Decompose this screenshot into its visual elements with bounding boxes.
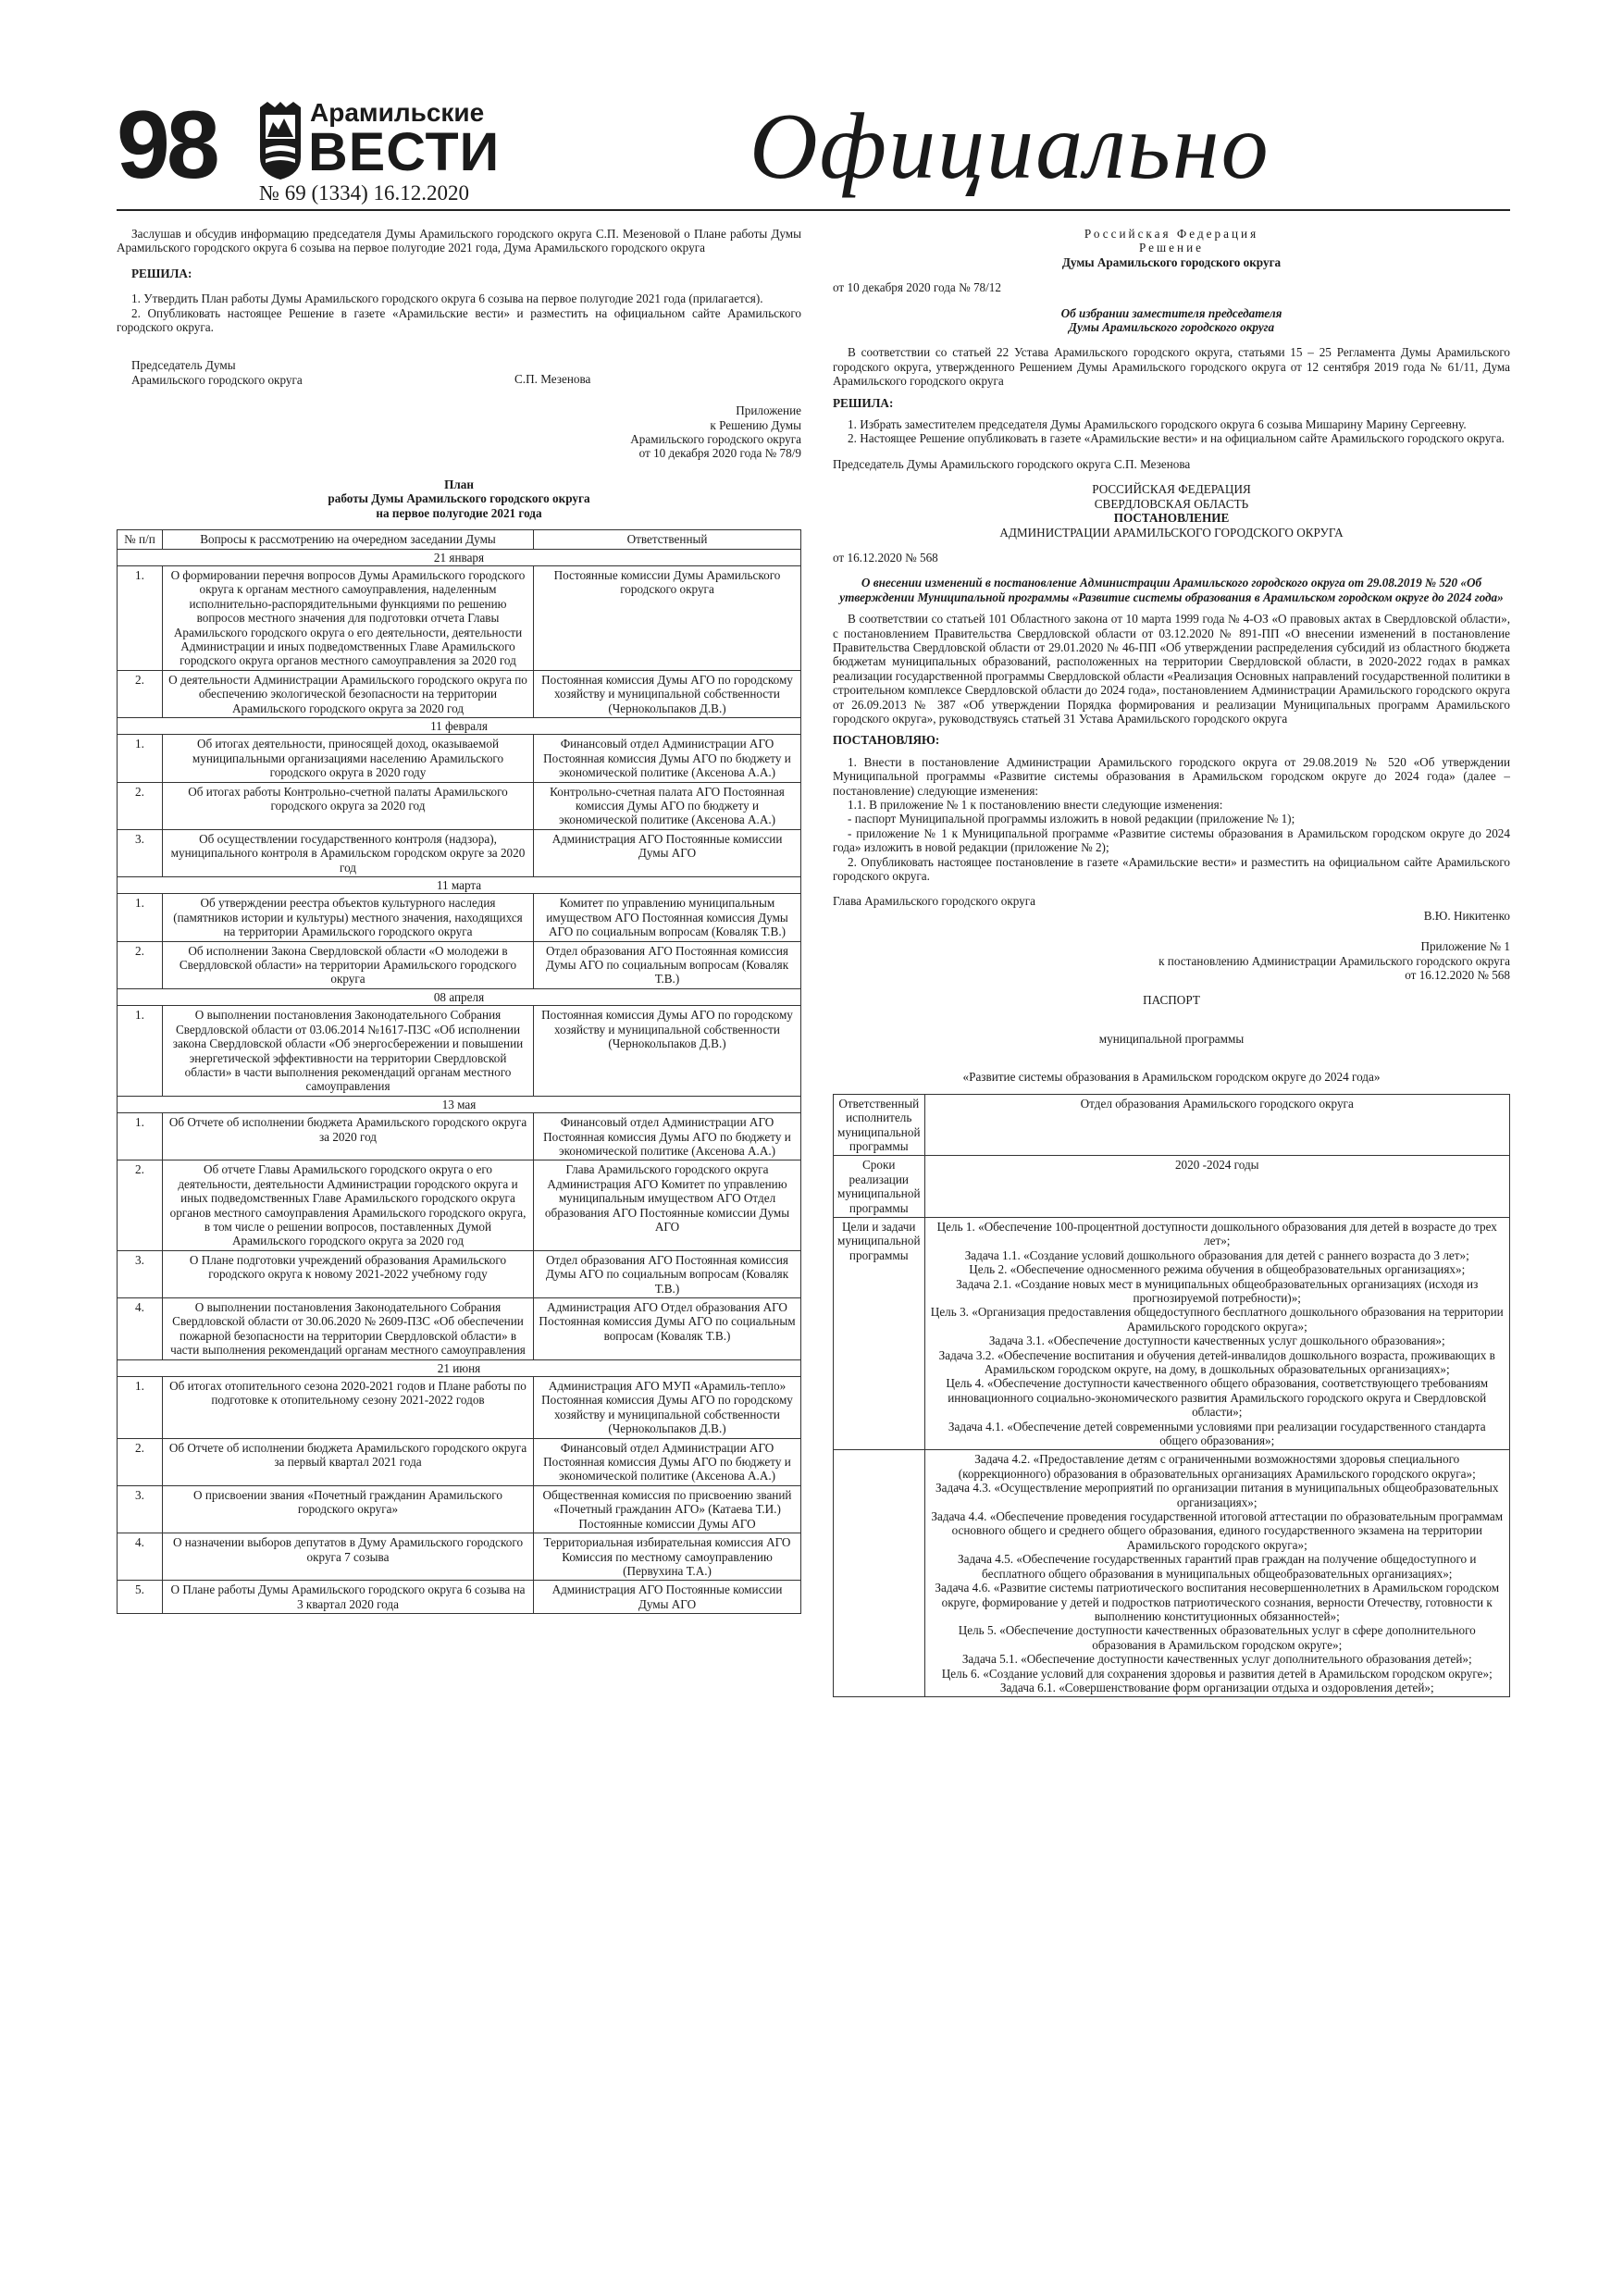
column-header-responsible: Ответственный [534, 530, 801, 549]
item-question: Об отчете Главы Арамильского городского округа о его деятельности, деятельности Администрации городского округа и иных подведомственных Главе Арамильского городского округа органов местного самоуправления Арамильского городского округа, в том числе о решении вопросов, поставленных Думой Арамильского городского округа за 2020 год [163, 1160, 534, 1250]
date-row [118, 877, 801, 894]
table-row [118, 1485, 801, 1533]
goals-list [924, 1450, 1510, 1697]
meeting-date: 21 июня [118, 1359, 801, 1376]
table-row [118, 782, 801, 829]
head-title: Глава Арамильского городского округа [833, 894, 1036, 909]
resolution-heading: ПОСТАНОВЛЕНИЕ [1113, 511, 1230, 526]
meeting-date: 11 февраля [118, 717, 801, 734]
decision-item-1: 1. Утвердить План работы Думы Арамильского городского округа 6 созыва на первое полугодие 2021 года (прилагается). [131, 292, 763, 306]
table-row [118, 670, 801, 717]
item-question: Об осуществлении государственного контроля (надзора), муниципального контроля в Арамильском городском округе за 2020 год [163, 829, 534, 876]
item-responsible: Финансовый отдел Администрации АГО Постоянная комиссия Думы АГО по бюджету и экономической политике (Аксенова А.А.) [534, 735, 801, 782]
item-question: Об Отчете об исполнении бюджета Арамильского городского округа за первый квартал 2021 года [163, 1438, 534, 1485]
plan-title-line: на первое полугодие 2021 года [376, 505, 542, 520]
meeting-date: 21 января [118, 549, 801, 565]
table-row [118, 894, 801, 941]
passport-value: 2020 -2024 годы [924, 1156, 1510, 1218]
item-number: 4. [118, 1533, 163, 1581]
issue-number: № 69 (1334) 16.12.2020 [259, 181, 470, 205]
table-row [834, 1094, 1510, 1156]
table-row [118, 1250, 801, 1297]
resolution-item-dash-1: - паспорт Муниципальной программы изложить в новой редакции (приложение № 1); [848, 812, 1295, 826]
table-row [118, 1377, 801, 1439]
item-number: 3. [118, 829, 163, 876]
item-responsible: Постоянная комиссия Думы АГО по городскому хозяйству и муниципальной собственности (Чернокольпаков Д.В.) [534, 1006, 801, 1096]
rf-heading: РОССИЙСКАЯ ФЕДЕРАЦИЯ [1092, 482, 1251, 497]
table-row [118, 1438, 801, 1485]
item-number: 1. [118, 894, 163, 941]
resolution-item-1: 1. Внести в постановление Администрации Арамильского городского округа от 29.08.2019 № 520 «Об утверждении Муниципальной программы «Развитие системы образования в Арамильском городском округе до 2024 года» (далее – постановление) следующие изменения: [833, 754, 1510, 798]
item-responsible: Постоянная комиссия Думы АГО по городскому хозяйству и муниципальной собственности (Чернокольпаков Д.В.) [534, 670, 801, 717]
logo-main-text: ВЕСТИ [307, 122, 501, 182]
plan-title [117, 478, 801, 520]
item-question: О формировании перечня вопросов Думы Арамильского городского округа к органам местного самоуправления, наделенным исполнительно-распорядительными функциями по решению вопросов местного значения для подготовки отчета Главы Арамильского городского округа о его деятельности, деятельности Администрации и иных подведомственных Главе Арамильского городского округа органов местного самоуправления за 2020 год [163, 565, 534, 670]
meeting-date: 08 апреля [118, 988, 801, 1005]
item-responsible: Отдел образования АГО Постоянная комиссия Думы АГО по социальным вопросам (Коваляк Т.В.) [534, 941, 801, 988]
item-responsible: Глава Арамильского городского округа Администрация АГО Комитет по управлению муниципальным имуществом АГО Отдел образования АГО Постоянные комиссии Думы АГО [534, 1160, 801, 1250]
appendix-line: к постановлению Администрации Арамильского городского округа [1158, 953, 1510, 968]
item-responsible: Комитет по управлению муниципальным имуществом АГО Постоянная комиссия Думы АГО по социальным вопросам (Коваляк Т.В.) [534, 894, 801, 941]
item-number: 5. [118, 1581, 163, 1614]
item-responsible: Постоянные комиссии Думы Арамильского городского округа [534, 565, 801, 670]
table-header-row [118, 530, 801, 549]
decision-date-number: от 10 декабря 2020 года № 78/12 [833, 280, 1001, 295]
item-responsible: Финансовый отдел Администрации АГО Постоянная комиссия Думы АГО по бюджету и экономической политике (Аксенова А.А.) [534, 1113, 801, 1160]
goal-item: Цель 5. «Обеспечение доступности качественных образовательных услуг в сфере дополнительного образования в Арамильском городском округе»; [958, 1623, 1476, 1652]
item-number: 2. [118, 1160, 163, 1250]
plan-title-line: План [444, 477, 474, 491]
item-question: Об итогах отопительного сезона 2020-2021 годов и Плане работы по подготовке к отопительному сезону 2021-2022 годов [163, 1377, 534, 1439]
goal-item: Задача 4.2. «Предоставление детям с ограниченными возможностями здоровья специального (коррекционного) образования в образовательных организациях Арамильского городского округа»; [958, 1452, 1476, 1481]
item-responsible: Контрольно-счетная палата АГО Постоянная комиссия Думы АГО по бюджету и экономической политике (Аксенова А.А.) [534, 782, 801, 829]
signature-title-1: Председатель Думы [131, 358, 236, 373]
resolution-date-number: от 16.12.2020 № 568 [833, 550, 938, 565]
goal-item: Задача 6.1. «Совершенствование форм организации отдыха и оздоровления детей»; [999, 1680, 1434, 1694]
goal-item: Задача 3.1. «Обеспечение доступности качественных услуг дошкольного образования»; [988, 1334, 1445, 1348]
table-row [118, 1298, 801, 1360]
meeting-date: 11 марта [118, 877, 801, 894]
plan-title-line: работы Думы Арамильского городского округа [328, 491, 590, 506]
goals-list [924, 1217, 1510, 1450]
program-name: «Развитие системы образования в Арамильском городском округе до 2024 года» [962, 1070, 1381, 1085]
head-name: В.Ю. Никитенко [1423, 908, 1510, 923]
administration-heading: АДМИНИСТРАЦИИ АРАМИЛЬСКОГО ГОРОДСКОГО ОКРУГА [999, 525, 1344, 540]
item-number: 2. [118, 782, 163, 829]
item-number: 3. [118, 1485, 163, 1533]
table-row [118, 1006, 801, 1096]
decision-preamble: В соответствии со статьей 22 Устава Арамильского городского округа, статьями 15 – 25 Регламента Думы Арамильского городского округа, утвержденного Решением Думы Арамильского городского округа от 12 сентября 2019 года № 61/11, Дума Арамильского городского округа [833, 345, 1510, 389]
resolve-heading: ПОСТАНОВЛЯЮ: [833, 733, 940, 748]
date-row [118, 988, 801, 1005]
item-responsible: Администрация АГО Постоянные комиссии Думы АГО [534, 1581, 801, 1614]
goal-item: Задача 4.5. «Обеспечение государственных гарантий прав граждан на получение общедоступного и бесплатного общего образования в муниципальных общеобразовательных организациях»; [958, 1552, 1477, 1581]
item-question: Об исполнении Закона Свердловской области «О молодежи в Свердловской области» на территории Арамильского городского округа [163, 941, 534, 988]
table-row [118, 1581, 801, 1614]
plan-table [117, 529, 801, 1614]
goal-item: Цель 4. «Обеспечение доступности качественного общего образования, соответствующего требованиям инновационного социально-экономического развития Арамильского городского округа и Свердловской области»; [946, 1376, 1489, 1420]
goal-item: Задача 3.2. «Обеспечение воспитания и обучения детей-инвалидов дошкольного возраста, проживающих в Арамильском городском округе, на дому, в дошкольных образовательных организациях»; [938, 1347, 1495, 1376]
item-responsible: Общественная комиссия по присвоению званий «Почетный гражданин АГО» (Катаева Т.И.) Постоянные комиссии Думы АГО [534, 1485, 801, 1533]
item-question: О Плане работы Думы Арамильского городского округа 6 созыва на 3 квартал 2020 года [163, 1581, 534, 1614]
passport-key: Цели и задачи муниципальной программы [834, 1217, 925, 1450]
decision-title-line-1: Об избрании заместителя председателя [1060, 305, 1282, 320]
intro-text: Заслушав и обсудив информацию председателя Думы Арамильского городского округа С.П. Мезеновой о Плане работы Думы Арамильского городского округа 6 созыва на первое полугодие 2021 года, Дума Арамильского городского округа [117, 227, 801, 255]
date-row [118, 1096, 801, 1112]
decision-item-2: 2. Опубликовать настоящее Решение в газете «Арамильские вести» и разместить на официальном сайте Арамильского городского округа. [117, 305, 801, 335]
table-row [118, 1160, 801, 1250]
signature-block [117, 358, 801, 387]
coat-of-arms-icon [254, 102, 306, 180]
region-heading: СВЕРДЛОВСКАЯ ОБЛАСТЬ [1094, 496, 1249, 511]
goal-item: Задача 4.3. «Осуществление мероприятий по организации питания в муниципальных общеобразовательных организациях»; [935, 1481, 1499, 1509]
passport-key: Сроки реализации муниципальной программы [834, 1156, 925, 1218]
table-row [118, 1113, 801, 1160]
passport-table [833, 1094, 1510, 1698]
item-number: 4. [118, 1298, 163, 1360]
passport-heading: ПАСПОРТ [1143, 993, 1200, 1008]
item-number: 1. [118, 565, 163, 670]
appendix-line: к Решению Думы [710, 417, 801, 432]
goal-item: Цель 1. «Обеспечение 100-процентной доступности дошкольного образования для детей в возрасте до трех лет»; [936, 1219, 1497, 1248]
signature-name: С.П. Мезенова [514, 372, 591, 387]
appendix-note [117, 403, 801, 461]
table-row [834, 1450, 1510, 1697]
decision-title-line-2: Думы Арамильского городского округа [1068, 320, 1275, 335]
item-question: Об утверждении реестра объектов культурного наследия (памятников истории и культуры) местного значения, находящихся на территории Арамильского городского округа [163, 894, 534, 941]
appendix-line: Приложение № 1 [1420, 939, 1510, 954]
decision-item-2: 2. Настоящее Решение опубликовать в газете «Арамильские вести» и на официальном сайте Арамильского городского округа. [848, 431, 1505, 446]
table-row [118, 565, 801, 670]
decision-heading: Решение [1139, 241, 1204, 255]
resolution-item-2: 2. Опубликовать настоящее постановление в газете «Арамильские вести» и разместить на официальном сайте Арамильского городского округа. [833, 854, 1510, 884]
item-responsible: Финансовый отдел Администрации АГО Постоянная комиссия Думы АГО по бюджету и экономической политике (Аксенова А.А.) [534, 1438, 801, 1485]
goal-item: Задача 2.1. «Создание новых мест в муниципальных общеобразовательных организациях (исходя из прогнозируемой потребности)»; [956, 1276, 1479, 1305]
passport-key-empty [834, 1450, 925, 1697]
appendix-line: от 16.12.2020 № 568 [1405, 968, 1510, 983]
passport-key: Ответственный исполнитель муниципальной программы [834, 1094, 925, 1156]
item-question: О назначении выборов депутатов в Думу Арамильского городского округа 7 созыва [163, 1533, 534, 1581]
municipal-program-label: муниципальной программы [1098, 1031, 1245, 1046]
masthead [0, 0, 1623, 213]
resolution-item-1-1: 1.1. В приложение № 1 к постановлению внести следующие изменения: [848, 798, 1223, 812]
item-question: Об Отчете об исполнении бюджета Арамильского городского округа за 2020 год [163, 1113, 534, 1160]
federation-heading: Российская Федерация [1084, 227, 1259, 241]
item-number: 2. [118, 670, 163, 717]
goal-item: Цель 2. «Обеспечение односменного режима обучения в общеобразовательных организациях»; [969, 1262, 1466, 1277]
duma-heading: Думы Арамильского городского округа [1061, 254, 1282, 269]
page-number: 98 [117, 92, 217, 199]
item-responsible: Администрация АГО Постоянные комиссии Думы АГО [534, 829, 801, 876]
item-question: О присвоении звания «Почетный гражданин Арамильского городского округа» [163, 1485, 534, 1533]
right-column [833, 227, 1510, 1697]
item-number: 2. [118, 941, 163, 988]
item-number: 1. [118, 1113, 163, 1160]
goal-item: Цель 3. «Организация предоставления общедоступного бесплатного дошкольного образования на территории Арамильского городского округа»; [930, 1305, 1504, 1334]
item-question: О Плане подготовки учреждений образования Арамильского городского округа к новому 2021-2022 учебному году [163, 1250, 534, 1297]
resolution-preamble: В соответствии со статьей 101 Областного закона от 10 марта 1999 года № 4-ОЗ «О правовых актах в Свердловской области», с постановлением Правительства Свердловской области от 03.12.2020 № 891-ПП «О внесении изменений в постановление Правительства Свердловской области от 29.01.2020 № 46-ПП «Об утверждении распределения субсидий из областного бюджета бюджетам муниципальных образований, расположенных на территории Свердловской области, в 2020-2022 годах в рамках реализации государственной программы Свердловской области «Реализация Основных направлений государственной политики в строительном комплексе Свердловской области до 2024 года», постановлением Администрации Арамильского городского округа от 26.09.2013 № 387 «Об утверждении Порядка формирования и реализации Муниципальных программ Арамильского городского округа», руководствуясь статьей 31 Устава Арамильского городского округа [833, 612, 1510, 726]
table-row [118, 735, 801, 782]
resolution-item-dash-2: - приложение № 1 к Муниципальной программе «Развитие системы образования в Арамильском городском округе до 2024 года» изложить в новой редакции (приложение № 2); [833, 825, 1510, 855]
item-responsible: Территориальная избирательная комиссия АГО Комиссия по местному самоуправлению (Первухина Т.А.) [534, 1533, 801, 1581]
item-number: 1. [118, 1377, 163, 1439]
left-column [117, 227, 801, 1614]
newspaper-logo [254, 98, 501, 182]
item-number: 3. [118, 1250, 163, 1297]
table-row [118, 941, 801, 988]
decision-item-1: 1. Избрать заместителем председателя Думы Арамильского городского округа 6 созыва Мишарину Марину Сергеевну. [848, 417, 1467, 432]
goal-item: Задача 5.1. «Обеспечение доступности качественных услуг дополнительного образования детей»; [961, 1652, 1472, 1667]
table-row [834, 1156, 1510, 1218]
resolved-heading: РЕШИЛА: [131, 266, 192, 280]
column-header-number: № п/п [118, 530, 163, 549]
goal-item: Задача 4.4. «Обеспечение проведения государственной итоговой аттестации по образовательным программам основного общего и среднего общего образования, единого государственного экзамена на территории Арамильского городского округа»; [931, 1509, 1504, 1552]
item-number: 1. [118, 1006, 163, 1096]
resolution-title: О внесении изменений в постановление Администрации Арамильского городского округа от 29.08.2019 № 520 «Об утверждении Муниципальной программы «Развитие системы образования в Арамильском городском округе до 2024 года» [839, 576, 1504, 604]
section-title: Официально [750, 94, 1270, 199]
table-row [834, 1217, 1510, 1450]
appendix-line: Арамильского городского округа [630, 432, 801, 447]
logo-top-text: Арамильские [310, 98, 485, 127]
item-responsible: Администрация АГО МУП «Арамиль-тепло» Постоянная комиссия Думы АГО по городскому хозяйству и муниципальной собственности (Чернокольпаков Д.В.) [534, 1377, 801, 1439]
item-question: Об итогах деятельности, приносящей доход, оказываемой муниципальными организациями населению Арамильского городского округа в 2020 году [163, 735, 534, 782]
meeting-date: 13 мая [118, 1096, 801, 1112]
appendix-1-note [833, 939, 1510, 982]
item-question: О выполнении постановления Законодательного Собрания Свердловской области от 03.06.2014 №1617-ПЗС «Об исполнении закона Свердловской области «Об энергосбережении и повышении энергетической эффективности на территории Свердловской области» в части выполнения рекомендаций органам местного самоуправления [163, 1006, 534, 1096]
item-responsible: Администрация АГО Отдел образования АГО Постоянная комиссия Думы АГО по социальным вопросам (Коваляк Т.В.) [534, 1298, 801, 1360]
goal-item: Задача 4.1. «Обеспечение детей современными условиями при реализации государственного стандарта общего образования»; [948, 1419, 1486, 1448]
column-header-question: Вопросы к рассмотрению на очередном заседании Думы [163, 530, 534, 549]
resolved-heading: РЕШИЛА: [833, 395, 894, 410]
item-question: О деятельности Администрации Арамильского городского округа по обеспечению экологической безопасности на территории Арамильского городского округа за 2020 год [163, 670, 534, 717]
header-rule [117, 209, 1510, 211]
table-row [118, 1533, 801, 1581]
item-number: 2. [118, 1438, 163, 1485]
passport-value: Отдел образования Арамильского городского округа [924, 1094, 1510, 1156]
item-number: 1. [118, 735, 163, 782]
table-row [118, 829, 801, 876]
item-question: Об итогах работы Контрольно-счетной палаты Арамильского городского округа за 2020 год [163, 782, 534, 829]
date-row [118, 549, 801, 565]
date-row [118, 717, 801, 734]
item-responsible: Отдел образования АГО Постоянная комиссия Думы АГО по социальным вопросам (Коваляк Т.В.) [534, 1250, 801, 1297]
appendix-line: от 10 декабря 2020 года № 78/9 [638, 446, 801, 461]
goal-item: Цель 6. «Создание условий для сохранения здоровья и развития детей в Арамильском городском округе»; [941, 1666, 1493, 1681]
goal-item: Задача 4.6. «Развитие системы патриотического воспитания несовершеннолетних в Арамильском городском округе, формирование у детей и подростков патриотического сознания, верности Отечеству, готовности к выполнению конституционных обязанностей»; [935, 1581, 1500, 1623]
appendix-line: Приложение [736, 403, 801, 418]
chairman-signature: Председатель Думы Арамильского городского округа С.П. Мезенова [833, 456, 1191, 471]
goal-item: Задача 1.1. «Создание условий дошкольного образования для детей с раннего возраста до 3 лет»; [964, 1247, 1469, 1262]
item-question: О выполнении постановления Законодательного Собрания Свердловской области от 30.06.2020 № 2609-ПЗС «Об обеспечении пожарной безопасности на территории Свердловской области» в части выполнения рекомендаций органам местного самоуправления [163, 1298, 534, 1360]
date-row [118, 1359, 801, 1376]
signature-title-2: Арамильского городского округа [131, 372, 303, 387]
